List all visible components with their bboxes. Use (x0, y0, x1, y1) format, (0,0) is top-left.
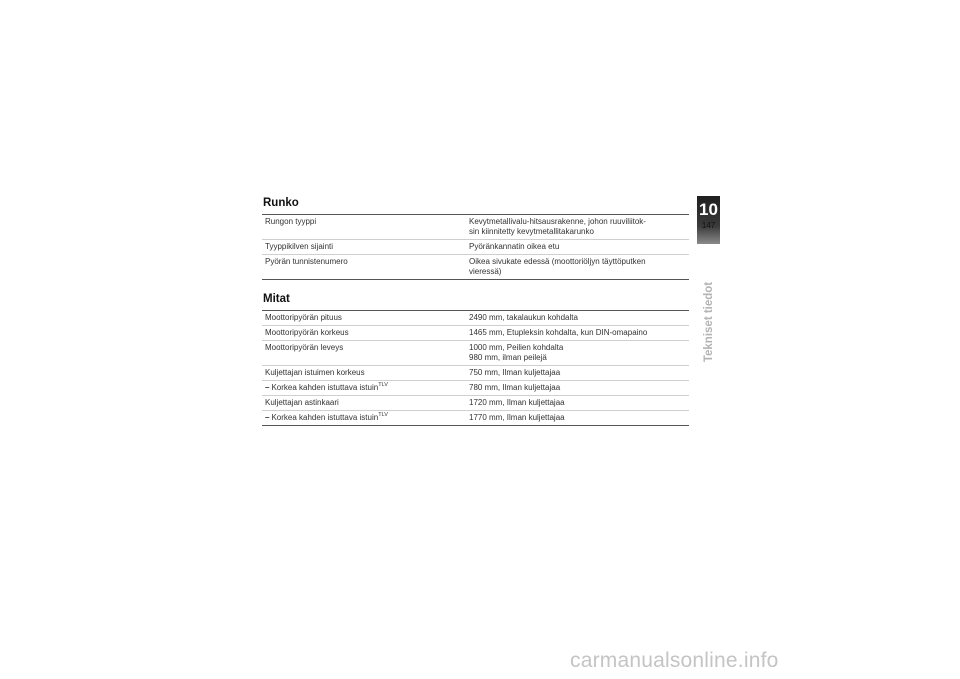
table-row (262, 381, 689, 396)
row-value: 1720 mm, Ilman kuljettajaa (469, 398, 565, 407)
row-label: Kuljettajan astinkaari (265, 398, 339, 407)
row-label: Korkea kahden istuttava istuin (271, 383, 379, 392)
spec-table-runko (262, 214, 689, 280)
row-label-cell (262, 411, 466, 426)
row-label: Pyörän tunnistenumero (265, 257, 348, 266)
table-row (262, 215, 689, 240)
row-value: Oikea sivukate edessä (moottoriöljyn täyttöputken vieressä) (469, 257, 646, 276)
row-value: 2490 mm, takalaukun kohdalta (469, 313, 578, 322)
chapter-tab (697, 196, 720, 244)
row-label: Moottoripyörän pituus (265, 313, 342, 322)
row-label: Rungon tyyppi (265, 217, 317, 226)
table-row (262, 366, 689, 381)
row-value: Pyöränkannatin oikea etu (469, 242, 560, 251)
table-row (262, 411, 689, 426)
table-row (262, 240, 689, 255)
row-label: Kuljettajan istuimen korkeus (265, 368, 365, 377)
option-marker: TLV (378, 382, 388, 388)
row-label: Moottoripyörän korkeus (265, 328, 349, 337)
option-marker: TLV (378, 412, 388, 418)
chapter-side-label: Tekniset tiedot (703, 281, 715, 363)
dash-marker: – (265, 383, 270, 392)
section-title-runko: Runko (263, 197, 299, 209)
watermark: carmanualsonline.info (570, 649, 779, 672)
dash-marker: – (265, 413, 270, 422)
row-value: 1770 mm, Ilman kuljettajaa (469, 413, 565, 422)
chapter-number: 10 (699, 200, 718, 219)
spec-table-mitat (262, 310, 689, 426)
row-label-cell (262, 381, 466, 396)
row-label: Korkea kahden istuttava istuin (271, 413, 379, 422)
table-row (262, 311, 689, 326)
section-title-mitat: Mitat (263, 293, 290, 305)
row-label: Moottoripyörän leveys (265, 343, 344, 352)
table-row (262, 341, 689, 366)
table-row (262, 396, 689, 411)
table-row (262, 326, 689, 341)
row-value: 750 mm, Ilman kuljettajaa (469, 368, 561, 377)
row-label: Tyyppikilven sijainti (265, 242, 334, 251)
row-value: 1465 mm, Etupleksin kohdalta, kun DIN-omapaino (469, 328, 648, 337)
page-number: 147 (701, 221, 716, 230)
row-value: 1000 mm, Peilien kohdalta 980 mm, ilman peilejä (469, 343, 564, 362)
row-value: Kevytmetallivalu-hitsausrakenne, johon ruuviliitok- sin kiinnitetty kevytmetallitakarunko (469, 217, 646, 236)
table-row (262, 255, 689, 280)
row-value: 780 mm, Ilman kuljettajaa (469, 383, 561, 392)
